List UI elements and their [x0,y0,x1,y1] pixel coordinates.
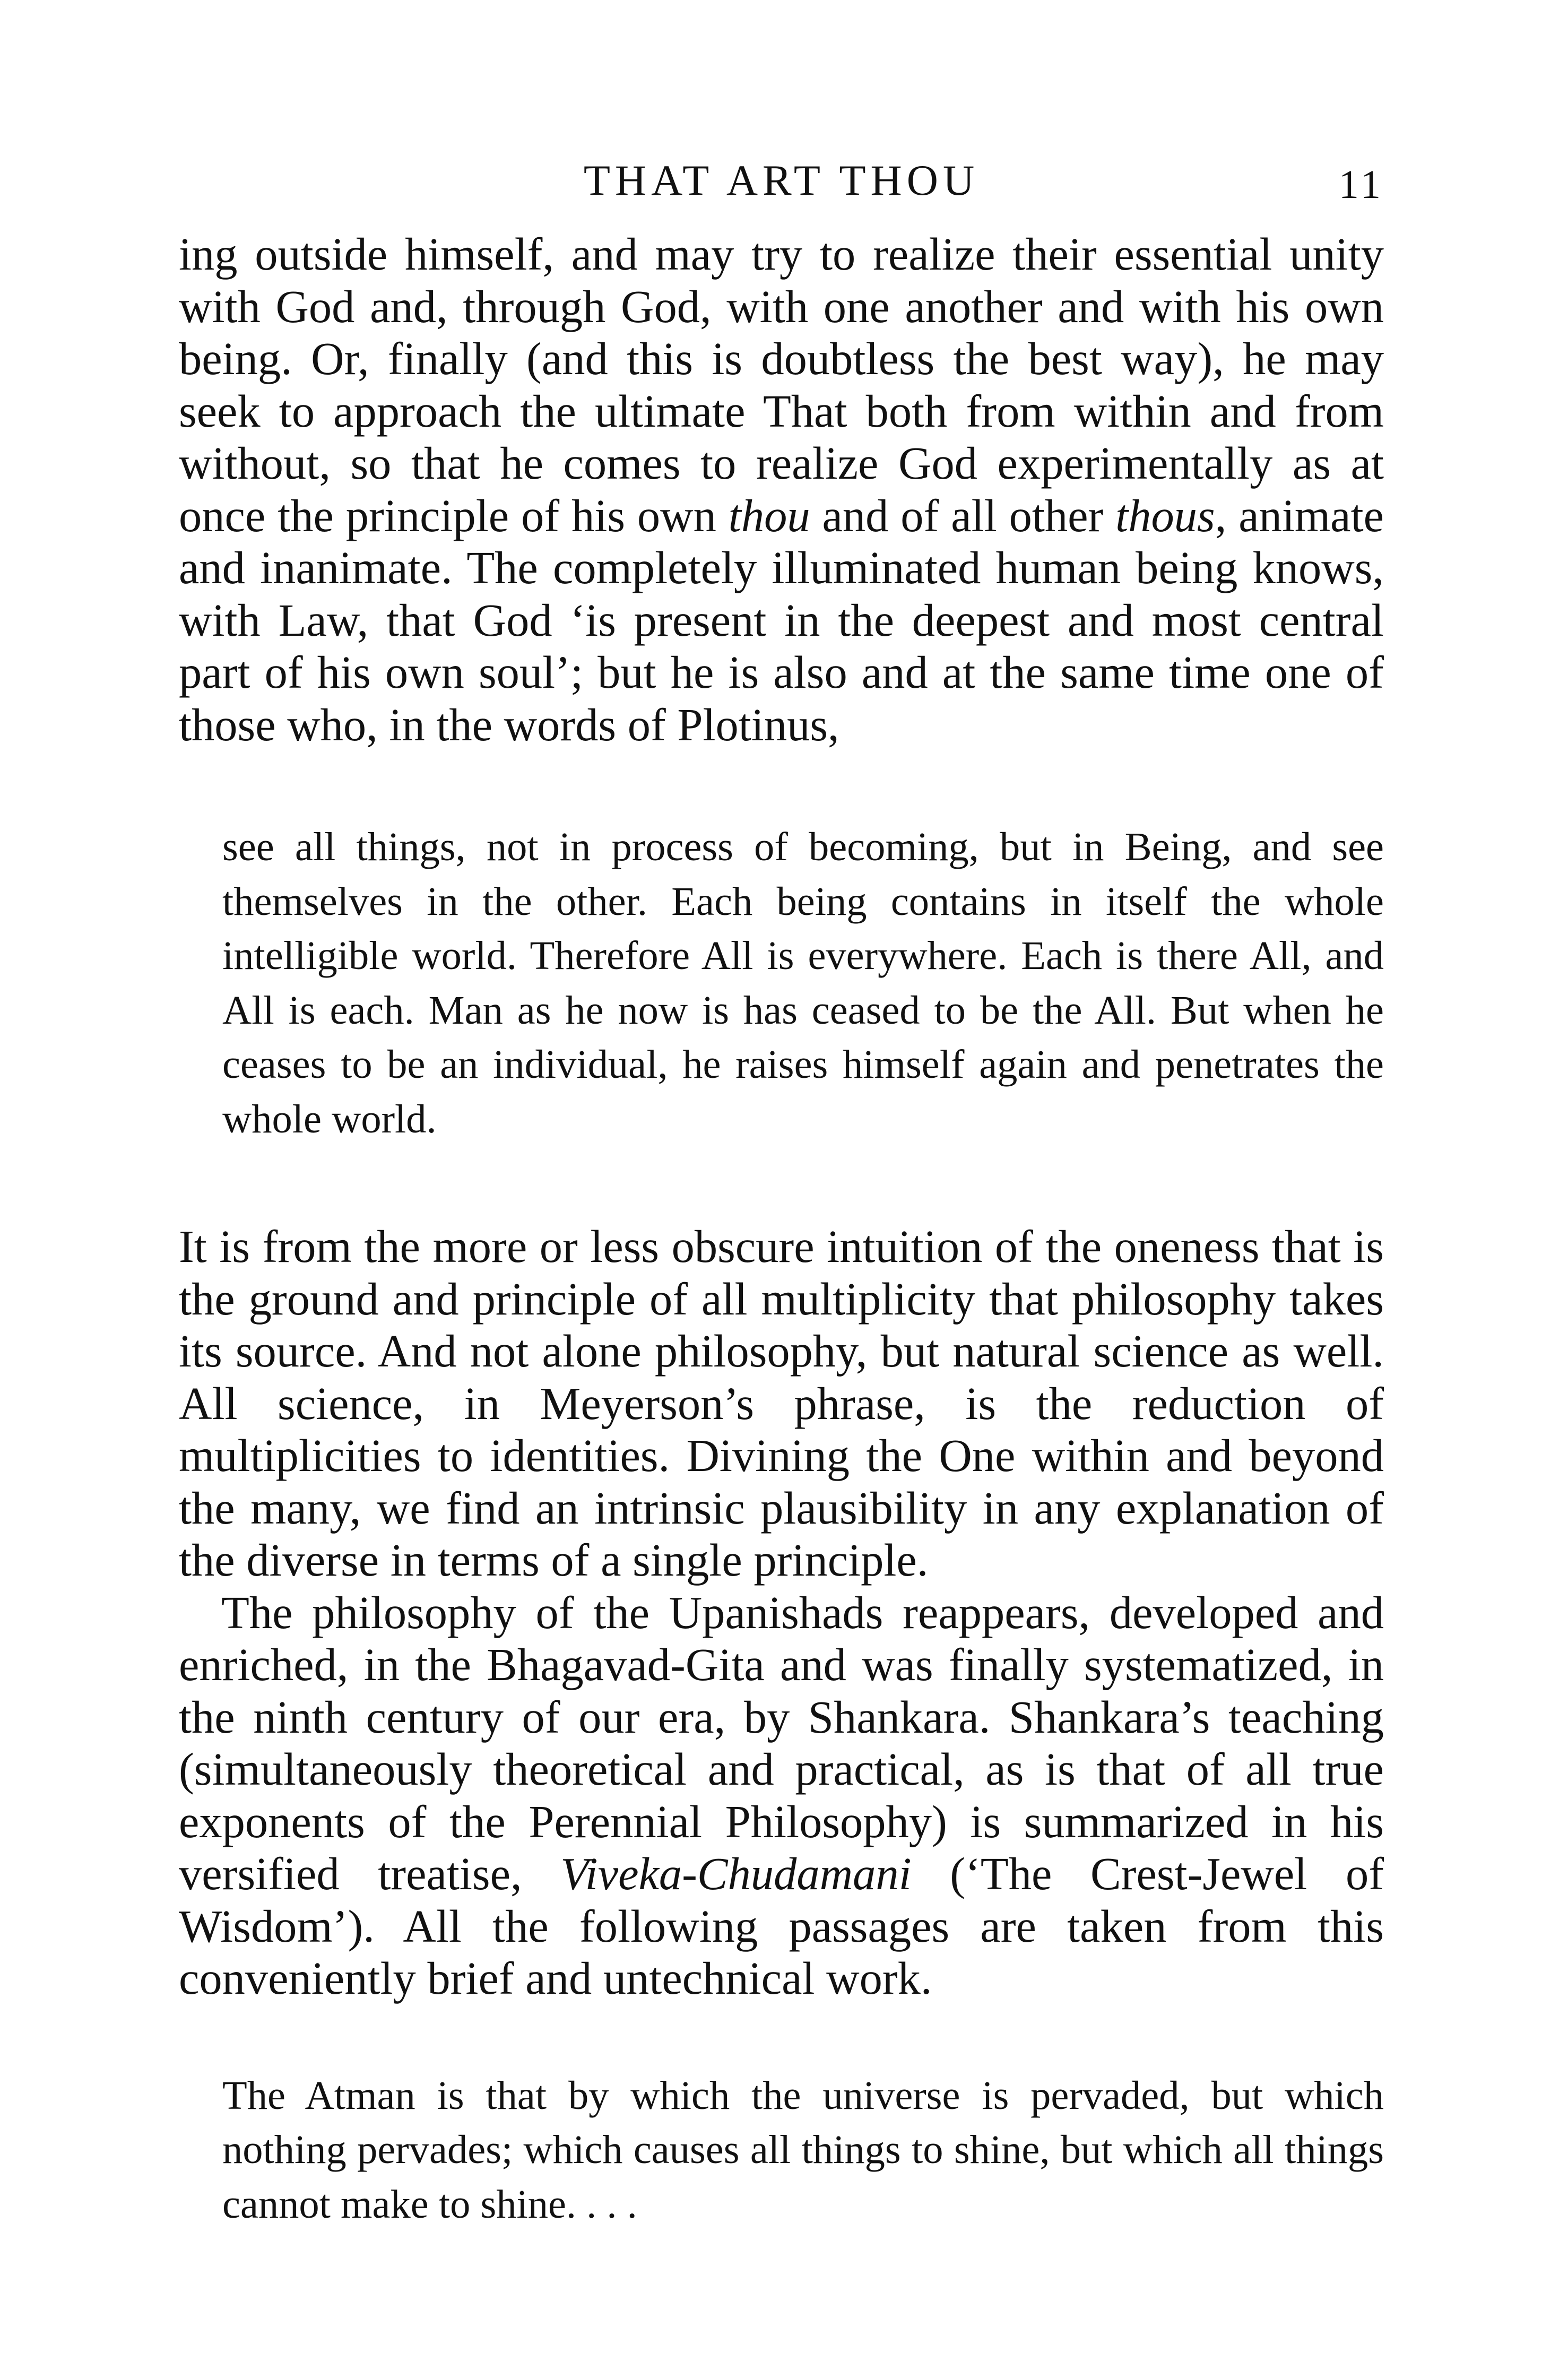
book-title-viveka-chudamani: Viveka-Chudamani [560,1848,912,1899]
text-block [179,228,1384,2231]
block-quote-plotinus: see all things, not in process of becoming, but in Being, and see themselves in the other. Each being contains in itself the whole intelligible world. Therefore All is everywhere. Each is there All, and All is each. Man as he now is has ceased to be the All. But when he ceases to be an individual, he raises himself again and penetrates the whole world. [222,824,1384,1141]
page-number: 11 [1338,162,1384,207]
paragraph-continued [179,228,1384,751]
running-title: THAT ART THOU [583,156,980,204]
paragraph-shankara [179,1587,1384,2005]
paragraph-text: (‘The Crest-Jewel of Wisdom’). All the following passages are taken from this conveniently brief and untechnical work. [179,1848,1384,2004]
emphasis-thous: thous [1115,490,1215,541]
emphasis-thou: thou [728,490,810,541]
paragraph-text: , animate and inanimate. The completely illuminated human being knows, with Law, that God ‘is present in the deepest and most central part of his own soul’; but he is also and at the same time one of those who, in the words of Plotinus, [179,490,1384,750]
paragraph-oneness: It is from the more or less obscure intuition of the oneness that is the ground and principle of all multiplicity that philosophy takes its source. And not alone philosophy, but natural science as well. All science, in Meyerson’s phrase, is the reduction of multiplicities to identities. Divining the One within and beyond the many, we find an intrinsic plausibility in any explanation of the diverse in terms of a single principle. [179,1221,1384,1586]
paragraph-text: ing outside himself, and may try to realize their essential unity with God and, through God, with one another and with his own being. Or, finally (and this is doubtless the best way), he may seek to approach the ultimate That both from within and from without, so that he comes to realize God experimentally as at once the principle of his own [179,229,1384,541]
paragraph-text: The philosophy of the Upanishads reappears, developed and enriched, in the Bhagavad-Gita and was finally systematized, in the ninth century of our era, by Shankara. Shankara’s teaching (simultaneously theoretical and practical, as is that of all true exponents of the Perennial Philosophy) is summarized in his versified treatise, [179,1587,1384,1899]
running-head [179,151,1384,215]
block-quote-atman: The Atman is that by which the universe is pervaded, but which nothing pervades; which causes all things to shine, but which all things cannot make to shine. . . . [222,2072,1384,2227]
paragraph-text: and of all other [810,490,1116,541]
